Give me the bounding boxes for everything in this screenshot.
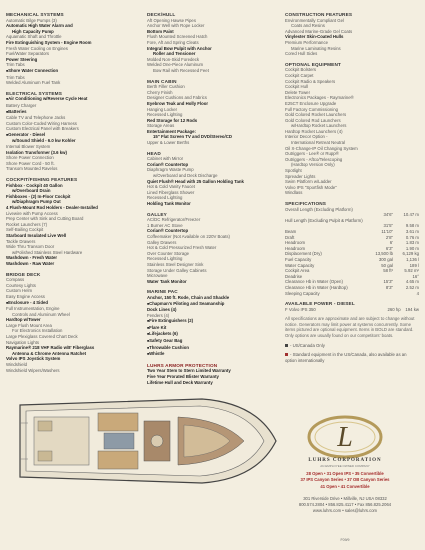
- spec-label: Hull Length (Excluding Pulpit & Platform): [285, 217, 363, 223]
- spec-label: Clearance Hb in Water (Hardtop): [285, 284, 348, 290]
- feature-item: Windlass: [285, 190, 303, 196]
- feature-item: 4 Flush-Mount Rod Holders - Dealer-Installed: [6, 205, 98, 210]
- feature-item: Coats and Resins: [291, 23, 325, 29]
- feature-item: ■ Chapman's Piloting and Seamanship: [147, 301, 275, 308]
- feature-item: ■ Flare Kit: [147, 325, 275, 332]
- specifications-table: [285, 212, 419, 296]
- feature-item: Lifetime Hull and Deck Warranty: [147, 379, 213, 385]
- spec-imperial: 6'3": [385, 245, 393, 251]
- spec-metric: 6,129 kg: [402, 251, 419, 257]
- feature-item: Tackle Drawers: [6, 238, 36, 244]
- feature-item: E25CT Enclosure Upgrade: [285, 100, 337, 106]
- feature-item: w/Polished Stainless Steel Hardware: [12, 249, 83, 255]
- feature-item: Eyebrow Teak and Holly Floor: [147, 100, 209, 106]
- feature-item: Power Steering: [6, 56, 38, 62]
- feature-item: Flush Mounted Screened Hatch: [147, 34, 208, 40]
- feature-item: w/Overboard and Deck Discharge: [153, 173, 218, 179]
- luhrs-logo: [300, 412, 390, 462]
- spec-imperial: 13,500 lb: [375, 251, 393, 257]
- feature-item: Cockpit Radio & Speakers: [285, 78, 336, 84]
- brand-subtitle: AN EMPLOYEE OWNED COMPANY: [320, 464, 370, 468]
- feature-item: Interior Decor Option -: [285, 134, 328, 140]
- spec-metric: 3.61 m: [405, 228, 419, 234]
- feature-item: Courtesy Lights: [6, 282, 36, 288]
- feature-item: High Capacity Pump: [12, 28, 54, 34]
- feature-item: ■ Fire Extinguishers (2): [147, 318, 275, 325]
- model-line: 37 IPS Canyon Series • 37 OB Canyon Series: [300, 477, 390, 483]
- feature-item: Battery Charger: [6, 102, 37, 108]
- feature-item: Fresh Water Cooling on Engines: [6, 45, 68, 51]
- feature-item: Gold Colored Rod Launchers: [285, 117, 341, 123]
- spec-label: Displacement (Dry): [285, 251, 322, 257]
- feature-item: Easy Engine Access: [6, 293, 45, 299]
- legend-us-text: - US/Canada Only: [290, 342, 325, 348]
- boat-deck-plan: [12, 393, 280, 489]
- feature-item: Welded Aluminum Fuel Tank: [6, 80, 61, 86]
- feature-item: ■ Generator - Diesel: [6, 132, 136, 139]
- spec-label: Clearance Hb in Water (Open): [285, 279, 343, 285]
- feature-item: (Hardtop Version Only): [291, 162, 335, 168]
- model-line: 41 Open • 41 Convertible: [320, 483, 370, 489]
- feature-item: w/Diaphragm Pump Out: [12, 199, 61, 205]
- model-line: 28 Open • 31 Open IPS • 35 Convertible: [306, 471, 384, 476]
- feature-item: Cockpit Hull: [285, 84, 308, 90]
- feature-item: Trim Tabs: [6, 62, 25, 68]
- feature-item: Recessed Lighting: [147, 256, 183, 262]
- feature-item: ■ Throwable Cushion: [147, 345, 275, 352]
- feature-item: Corian® Countertop: [147, 228, 189, 234]
- svg-text:L: L: [337, 422, 353, 453]
- feature-item: ■ Air Conditioning w/Reverse Cycle Heat: [6, 96, 136, 103]
- spec-imperial: 50 gal: [381, 262, 393, 268]
- section-heading: ELECTRICAL SYSTEMS: [6, 90, 63, 96]
- square-bullet-red-icon: [285, 353, 288, 356]
- feature-item: Custom Electrical Panel with Breakers: [6, 126, 79, 132]
- column-middle: [147, 12, 275, 385]
- feature-item: Premium Performance: [285, 39, 328, 45]
- feature-item: Controls and Aluminum Wheel: [12, 311, 70, 317]
- feature-item: Washdown - Raw Water: [6, 260, 55, 266]
- address-block: [275, 496, 415, 515]
- feature-item: 15" Flat Screen TV and DVD/Stereo/CD: [153, 134, 232, 140]
- feature-item: Wide Thru Transom Door: [6, 244, 55, 250]
- feature-item: Cherry Finish: [147, 89, 173, 95]
- feature-item: Large Plexiglass Covered Chart Deck: [6, 334, 78, 340]
- spec-label: Beam: [285, 228, 297, 234]
- feature-item: Automatic High Water Alarm and: [6, 23, 73, 29]
- feature-item: AC/DC Refrigerator/Freezer: [147, 217, 201, 223]
- feature-item: Aquamatic Shaft and Throttle: [6, 34, 62, 40]
- spec-metric: 10.47 m: [403, 212, 419, 218]
- column-left: [6, 12, 136, 373]
- feature-item: Windshield: [6, 362, 28, 368]
- feature-item: Washdown - Fresh Water: [6, 255, 58, 261]
- spec-metric: 1.83 m: [405, 240, 419, 246]
- section-heading: MECHANICAL SYSTEMS: [6, 12, 64, 17]
- section-heading: CONSTRUCTION FEATURES: [285, 12, 353, 17]
- spec-imperial: 34'6": [383, 212, 393, 218]
- power-model: F Volvo IPS 350: [285, 306, 316, 312]
- feature-item: Fenders (4): [147, 312, 170, 318]
- feature-item: Hardtop Rocket Launchers (4): [285, 128, 343, 134]
- spec-label: Cockpit Area: [285, 268, 310, 274]
- feature-item: Full Instrumentation, Engine: [6, 306, 60, 312]
- spec-metric: 16°: [412, 273, 419, 279]
- spec-label: Sleeping Capacity: [285, 290, 320, 296]
- feature-item: Gold Colored Rocket Launchers: [285, 112, 347, 118]
- spec-label: Headroom: [285, 240, 306, 246]
- section-heading: MARINE PAC: [147, 289, 178, 295]
- feature-item: Storage Under Galley Cabinets: [147, 267, 207, 273]
- feature-item: Volvo IPS "Sportfish Mode": [285, 184, 337, 190]
- feature-item: Hot & Cold Pressurized Fresh Water: [147, 245, 217, 251]
- feature-item: Water Tank Monitor: [147, 278, 187, 284]
- feature-item: Hanging Locker: [147, 106, 178, 112]
- feature-item: Integral Bow Pulpit with Anchor: [147, 45, 212, 51]
- feature-item: Bottom Paint: [147, 28, 174, 34]
- feature-item: For Electronics Installation: [12, 328, 63, 334]
- feature-item: Red Storage for 12 Rods: [147, 117, 198, 123]
- feature-item: Welded One-Piece Aluminum: [147, 62, 204, 68]
- feature-item: Prep Center with Sink and Cutting Board: [6, 216, 84, 222]
- feature-item: Spotlight: [285, 168, 302, 174]
- feature-item: Outriggers - Lee® or Rupp®: [285, 151, 339, 157]
- feature-item: Hot & Cold Vanity Faucet: [147, 184, 195, 190]
- section-heading: SPECIFICATIONS: [285, 201, 327, 206]
- feature-item: Overall Length (Excluding Platform): [285, 206, 353, 212]
- power-row: [285, 307, 419, 313]
- feature-item: Coffeemaker (Not Available on 220V Boats): [147, 233, 230, 239]
- feature-item: Diaphragm Waste Pump: [147, 167, 194, 173]
- feature-item: Marine Laminating Resins: [291, 45, 341, 51]
- power-hp: 260 hp: [387, 306, 401, 312]
- legend-intl-text: - Standard equipment in the US/Canada, also available as an option internationally: [285, 352, 407, 363]
- feature-item: ■ Batteries: [6, 109, 136, 116]
- section-heading: COCKPIT/FISHING FEATURES: [6, 177, 78, 183]
- spec-metric: 1,136 l: [406, 256, 419, 262]
- feature-item: Raymarine® 218 VHF Radio w/8' Fiberglass: [6, 345, 95, 351]
- feature-item: Internal Blower System: [6, 144, 51, 150]
- power-values: [387, 307, 419, 313]
- spec-metric: 0.76 m: [405, 234, 419, 240]
- feature-item: w/Overboard Drain: [12, 188, 51, 194]
- spec-metric: 9.58 m: [405, 223, 419, 229]
- spec-imperial: 31'5": [383, 223, 393, 229]
- feature-item: Transom Mounted Ravelos: [6, 166, 58, 172]
- feature-item: Upper & Lower Berths: [147, 140, 190, 146]
- spec-imperial: 6': [389, 240, 393, 246]
- section-heading: OPTIONAL EQUIPMENT: [285, 61, 342, 67]
- feature-item: Fishboxes - (2) In-Floor Cockpit: [6, 193, 71, 199]
- feature-item: Vinylester Skin-Coated Hulls: [285, 34, 344, 40]
- feature-item: w/Hardtop Rocket Launchers: [291, 123, 347, 129]
- feature-item: International Retreat Neutral: [291, 140, 345, 146]
- square-bullet-icon: [285, 344, 288, 347]
- section-heading: MAIN CABIN: [147, 78, 177, 84]
- feature-item: Delete Tower: [285, 89, 310, 95]
- feature-item: Advanced Marine-Grade Gel Coats: [285, 28, 353, 34]
- feature-item: Lined Fiberglass Shower: [147, 189, 195, 195]
- feature-item: Two Year Stem to Stern Limited Warranty: [147, 368, 231, 374]
- web-line: www.luhrs.com • sales@luhrs.com: [312, 508, 378, 514]
- feature-item: Anchor Well with Rope Locker: [147, 23, 205, 29]
- spec-label: Headroom: [285, 245, 306, 251]
- spec-metric: 189 l: [409, 262, 419, 268]
- feature-item: Shore Power Connection: [6, 155, 54, 161]
- feature-item: Livewire with Pump Access: [6, 210, 58, 216]
- feature-item: ■ Enclosure - 4 Sided: [6, 300, 136, 307]
- feature-item: Dock Lines (4): [147, 307, 177, 313]
- feature-item: Self-Bailing Cockpit: [6, 227, 44, 233]
- power-title: AVAILABLE POWER - DIESEL: [285, 301, 355, 307]
- feature-item: Large Flush Mount Area: [6, 322, 52, 328]
- spec-imperial: 11'10": [381, 228, 393, 234]
- spec-metric: 5.92 m²: [404, 268, 419, 274]
- feature-item: Custom Helm: [6, 288, 33, 294]
- feature-item: Trim Tabs: [6, 74, 25, 80]
- spec-metric: 1.90 m: [405, 245, 419, 251]
- feature-item: Berth Filler Cushion: [147, 84, 185, 90]
- spec-values: [393, 291, 419, 297]
- feature-item: Rocket Launchers (7): [6, 221, 48, 227]
- feature-item: Antenna & Chrome Antenna Ratchet: [12, 350, 87, 356]
- legend-intl: [285, 352, 419, 363]
- power-kw: 194 kw: [405, 306, 419, 312]
- spec-imperial: 58 ft²: [383, 268, 393, 274]
- spec-imperial: 15'3": [383, 279, 393, 285]
- feature-item: Volvo IPS Joystick System: [6, 356, 61, 362]
- feature-item: Spreader Lights: [285, 173, 316, 179]
- section-heading: BRIDGE DECK: [6, 271, 41, 277]
- feature-item: ■ Lifejackets (6): [147, 331, 275, 338]
- feature-item: w/Sound Shield - 6.0 kw Kohler: [12, 138, 76, 144]
- feature-item: Recessed Lighting: [147, 112, 183, 118]
- feature-item: Compass: [6, 277, 25, 283]
- feature-item: Environmentally Compliant Gel: [285, 17, 344, 23]
- feature-item: Fuel/Water Separators: [6, 51, 50, 57]
- address-line: 301 Riverside Drive • Millville, NJ USA 08332: [303, 496, 387, 501]
- feature-item: Holding Tank Monitor: [147, 201, 191, 206]
- feature-item: Cable TV and Telephone Jacks: [6, 115, 66, 121]
- feature-item: Molded Non-Skid Foredeck: [147, 56, 200, 62]
- feature-item: Five Year Prorated Blister Warranty: [147, 374, 219, 380]
- brand-name: LUHRS CORPORATION: [308, 458, 382, 463]
- feature-item: Electronics Packages - Raymarine®: [285, 95, 354, 101]
- spec-row: [285, 291, 419, 297]
- spec-label: Water Capacity: [285, 262, 315, 268]
- feature-item: Aft Opening Hawse Pipes: [147, 17, 196, 23]
- feature-item: Entertainment Package:: [147, 128, 196, 134]
- document-code: F09/9: [340, 538, 350, 542]
- feature-item: Navigation Lights: [6, 339, 39, 345]
- feature-item: Cabinet with Mirror: [147, 156, 184, 162]
- feature-item: Windshield Wipers/Washers: [6, 367, 60, 373]
- feature-item: Anchor, 150 ft. Rode, Chain and Shackle: [147, 294, 230, 300]
- spec-metric: 4: [416, 290, 419, 296]
- feature-item: Hardtop w/Tower: [6, 317, 41, 323]
- feature-item: Storage Areas: [147, 123, 175, 129]
- spec-metric: 2.52 m: [405, 284, 419, 290]
- feature-item: ■ Whistle: [147, 351, 275, 358]
- feature-item: Bow Rail with Recessed Feet: [153, 67, 209, 73]
- feature-item: Shore Power Cord - 50 ft.: [6, 160, 55, 166]
- section-heading: GALLEY: [147, 211, 167, 217]
- feature-item: Fire Extinguishing System - Engine Room: [6, 39, 92, 45]
- feature-item: Quiet Flush® Head with 25 Gallon Holding Tank: [147, 178, 244, 184]
- feature-item: Isolation Transformer (3.6 kw): [6, 149, 67, 155]
- contact-line: 800.574.2804 • 856.825.4117 • Fax 856.825.2064: [298, 502, 392, 508]
- section-heading: DECK/HULL: [147, 12, 176, 17]
- spec-imperial: 8'3": [385, 284, 393, 290]
- spec-label: Fuel Capacity: [285, 256, 312, 262]
- feature-item: Fore, Aft and Spring Cleats: [147, 39, 199, 45]
- right-sections: [285, 12, 419, 212]
- feature-item: Full Factory Commissioning: [285, 106, 339, 112]
- column-right: [285, 12, 419, 363]
- feature-item: Over Counter Storage: [147, 250, 190, 256]
- feature-item: Corian® Countertop: [147, 161, 189, 167]
- feature-item: Galley Drawers: [147, 239, 177, 245]
- spec-metric: 4.65 m: [405, 279, 419, 285]
- legend-us: [285, 343, 419, 349]
- feature-item: ■ Safety Gear Bag: [147, 338, 275, 345]
- feature-item: Automatic Bilge Pumps (3): [6, 17, 57, 23]
- section-heading: HEAD: [147, 150, 161, 156]
- feature-item: Custom Color-Coded Wiring Harness: [6, 120, 77, 126]
- spec-imperial: 300 gal: [378, 256, 393, 262]
- feature-item: Stainless Steel Designer Sink: [147, 261, 204, 267]
- model-list: [275, 471, 415, 490]
- feature-item: Fishbox - Cockpit 40 Gallon: [6, 182, 63, 188]
- spec-label: Deadrise: [285, 273, 303, 279]
- feature-item: Starboard Insulated Live Well: [6, 232, 67, 238]
- feature-item: Oil X-Change-IP Oil Changing System: [285, 145, 358, 151]
- feature-item: 1 Burner AC Stove: [147, 222, 183, 228]
- feature-item: Roller and Tensioner: [153, 51, 196, 57]
- spec-imperial: 2'8": [385, 234, 393, 240]
- feature-item: Cockpit Bolsters: [285, 67, 317, 73]
- specifications-note: All specifications are approximate and are subject to change without notice. Generators may limit power at systems concurrently. Some items pictured are optional equipment. Items in BOLD are standard. Only options are usually found on our competitors' boats.: [285, 316, 415, 339]
- feature-item: Designer Cushions and Fabrics: [147, 95, 207, 101]
- spec-label: Draft: [285, 234, 295, 240]
- feature-item: Cored Hull Sides: [285, 51, 318, 57]
- feature-item: Swim Platform w/Ladder: [285, 179, 332, 185]
- feature-item: Microwave: [147, 273, 168, 279]
- feature-item: Recessed Lighting: [147, 195, 183, 201]
- feature-item: ■ Shore Water Connection: [6, 68, 136, 75]
- feature-item: Cockpit Carpet: [285, 72, 314, 78]
- feature-item: Outriggers - Aftco/Telescoping: [285, 156, 343, 162]
- section-heading: LUHRS ARMOR PROTECTION: [147, 362, 218, 368]
